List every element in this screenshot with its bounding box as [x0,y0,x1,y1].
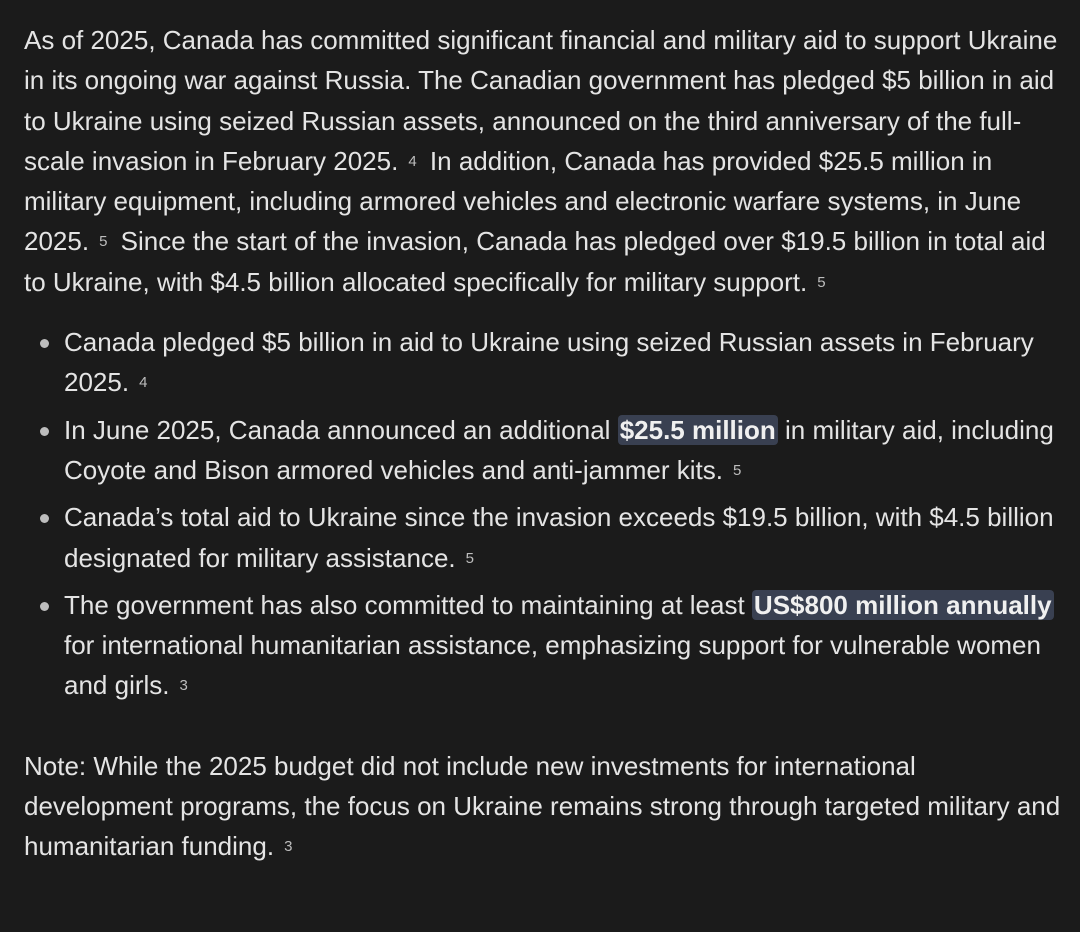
list-item [24,585,1070,706]
intro-sentence-1: As of 2025, Canada has committed significant financial and military aid to support Ukraine in its ongoing war against Russia. The Canadian government has pledged $5 billion in aid to Ukraine using seized Russian assets, announced on the third anniversary of the full-scale invasion in February 2025. [24,25,1058,176]
key-points-list [24,322,1070,706]
intro-sentence-3: Since the start of the invasion, Canada has pledged over $19.5 billion in total aid to Ukraine, with $4.5 billion allocated specifically for military support. [24,226,1046,297]
intro-paragraph [24,20,1070,302]
list-item-text: The government has also committed to maintaining at least [64,589,752,620]
list-item-text: Canada pledged $5 billion in aid to Ukraine using seized Russian assets in February 2025. [64,327,1034,398]
note-paragraph [24,746,1070,867]
list-item [24,322,1070,403]
list-item-text: Canada’s total aid to Ukraine since the invasion exceeds $19.5 billion, with $4.5 billion designated for military assistance. [64,502,1054,573]
citation-marker[interactable]: 5 [465,549,474,567]
bullet-dot-icon [40,514,49,523]
intro-sentence-2: In addition, Canada has provided $25.5 million in military equipment, including armored vehicles and electronic warfare systems, in June 2025. [24,145,1022,257]
list-item-text: in military aid, including Coyote and Bison armored vehicles and anti-jammer kits. [64,414,1054,485]
note-text: Note: While the 2025 budget did not include new investments for international development programs, the focus on Ukraine remains strong through targeted military and humanitarian funding. [24,750,1061,862]
list-item-text: for international humanitarian assistance, emphasizing support for vulnerable women and girls. [64,630,1041,701]
answer-content [24,20,1070,867]
bullet-dot-icon [40,602,49,611]
citation-marker[interactable]: 5 [817,273,826,291]
highlighted-figure: $25.5 million [619,414,776,445]
citation-marker[interactable]: 5 [732,461,742,479]
bullet-dot-icon [40,427,49,436]
citation-marker[interactable]: 3 [284,838,293,856]
bullet-dot-icon [40,339,49,348]
highlighted-figure: US$800 million annually [753,589,1052,620]
citation-marker[interactable]: 3 [179,677,188,695]
list-item-text: In June 2025, Canada announced an additional [64,414,618,445]
citation-marker[interactable]: 5 [99,233,108,251]
list-item [24,410,1070,491]
citation-marker[interactable]: 4 [139,374,148,392]
citation-marker[interactable]: 4 [408,152,417,170]
list-item [24,497,1070,578]
